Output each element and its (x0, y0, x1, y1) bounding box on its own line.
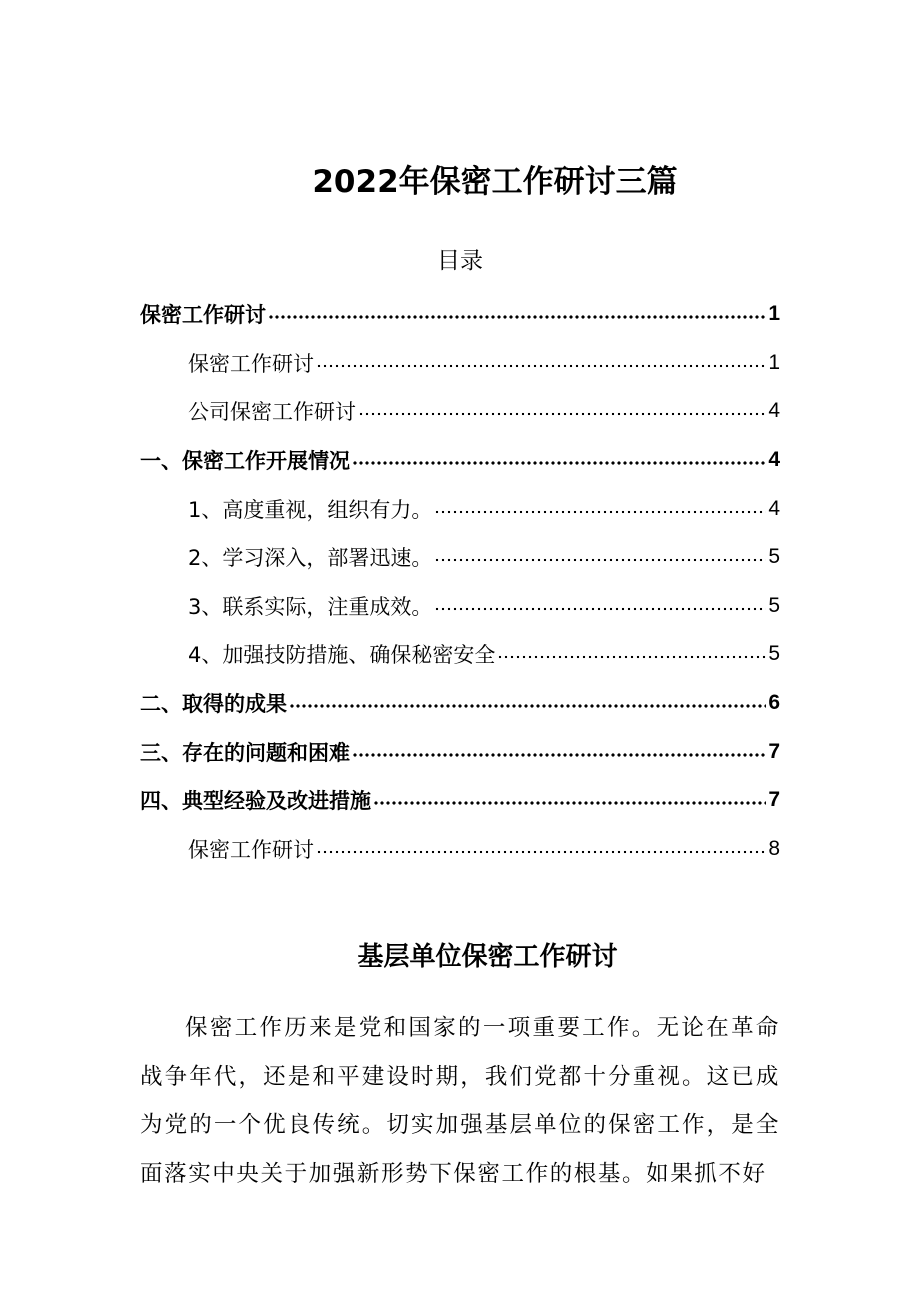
toc-leader-dots (434, 550, 766, 571)
toc-entry-page: 5 (768, 642, 780, 666)
toc-entry-page: 7 (768, 739, 780, 763)
toc-entry-page: 8 (768, 836, 780, 860)
toc-entry[interactable] (140, 679, 780, 728)
toc-entry-text: 四、典型经验及改进措施 (140, 789, 371, 814)
toc-entry-text: 公司保密工作研讨 (188, 400, 356, 425)
toc-entry-page: 4 (768, 448, 780, 472)
toc-entry[interactable] (140, 290, 780, 339)
toc-entry-text: 三、存在的问题和困难 (140, 740, 350, 765)
toc-entry-text: 保密工作研讨 (188, 351, 314, 376)
toc-entry[interactable] (140, 825, 780, 874)
toc-leader-dots (316, 355, 766, 376)
toc-entry-text: 3、联系实际，注重成效。 (188, 594, 433, 619)
toc-entry-page: 4 (768, 399, 780, 423)
toc-leader-dots (497, 647, 766, 668)
toc-leader-dots (352, 453, 766, 474)
section-title: 基层单位保密工作研讨 (357, 942, 618, 972)
toc-entry-page: 5 (768, 545, 780, 569)
toc-entry[interactable] (140, 387, 780, 436)
toc-entry-text: 保密工作研讨 (188, 837, 314, 862)
toc-entry[interactable] (140, 776, 780, 825)
toc-entry-text: 2、学习深入，部署迅速。 (188, 546, 433, 571)
toc-entry[interactable] (140, 533, 780, 582)
toc-entry[interactable] (140, 630, 780, 679)
toc-entry-page: 4 (768, 496, 780, 520)
toc-entry-page: 5 (768, 593, 780, 617)
document-title: 2022年保密工作研讨三篇 (312, 164, 678, 200)
toc-leader-dots (289, 696, 766, 717)
toc-leader-dots (373, 793, 766, 814)
toc-leader-dots (434, 598, 766, 619)
toc-entry-text: 二、取得的成果 (140, 692, 287, 717)
toc-entry[interactable] (140, 582, 780, 631)
toc-entry-page: 1 (768, 350, 780, 374)
toc-entry-text: 1、高度重视，组织有力。 (188, 497, 433, 522)
toc-entry[interactable] (140, 727, 780, 776)
toc-entry-text: 保密工作研讨 (140, 303, 266, 328)
toc-entry-text: 4、加强技防措施、确保秘密安全 (188, 643, 496, 668)
toc-leader-dots (434, 501, 766, 522)
body-paragraph: 保密工作历来是党和国家的一项重要工作。无论在革命战争年代，还是和平建设时期，我们党都十分重视。这已成为党的一个优良传统。切实加强基层单位的保密工作，是全面落实中央关于加强新形势下保密工作的根基。如果抓不好 (140, 1015, 780, 1187)
toc-entry[interactable] (140, 436, 780, 485)
toc-leader-dots (268, 307, 766, 328)
toc-leader-dots (316, 841, 766, 862)
toc-leader-dots (352, 744, 766, 765)
table-of-contents (140, 290, 780, 873)
toc-heading: 目录 (437, 248, 483, 274)
toc-leader-dots (358, 404, 766, 425)
toc-entry-page: 6 (768, 691, 780, 715)
toc-entry[interactable] (140, 484, 780, 533)
toc-entry[interactable] (140, 339, 780, 388)
toc-entry-text: 一、保密工作开展情况 (140, 449, 350, 474)
toc-entry-page: 1 (768, 302, 780, 326)
toc-entry-page: 7 (768, 788, 780, 812)
